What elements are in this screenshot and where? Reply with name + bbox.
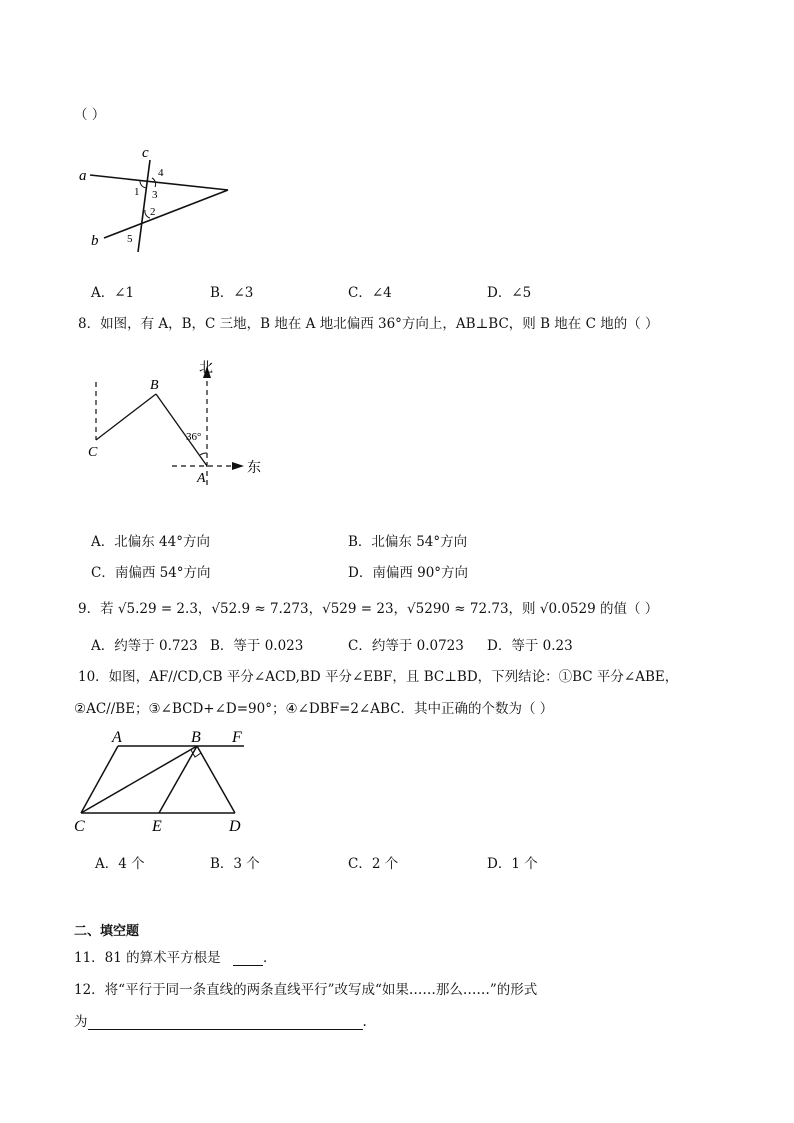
q10-option-b[interactable]: B．3 个: [210, 856, 260, 872]
label-C: C: [88, 445, 98, 460]
q12-suffix: .: [362, 1014, 367, 1030]
label-C: C: [74, 818, 85, 835]
q8-option-d[interactable]: D．南偏西 90°方向: [348, 565, 469, 581]
label-north: 北: [199, 361, 213, 376]
label-B: B: [150, 378, 159, 393]
label-3: 3: [152, 189, 158, 201]
section-title: 二、填空题: [74, 924, 140, 939]
q10-stem-line1: 10．如图，AF//CD,CB 平分∠ACD,BD 平分∠EBF，且 BC⊥BD，下列结论：①BC 平分∠ABE，: [78, 669, 679, 685]
q11-text: 11．81 的算术平方根是: [74, 950, 221, 966]
label-E: E: [152, 818, 162, 835]
q12-line1: 12．将“平行于同一条直线的两条直线平行”改写成“如果……那么……”的形式: [74, 982, 538, 998]
q8-stem: 8．如图，有 A，B，C 三地，B 地在 A 地北偏西 36°方向上，AB⊥BC，则 B 地在 C 地的（ ）: [78, 316, 659, 332]
label-a: a: [79, 168, 87, 184]
label-A: A: [112, 729, 122, 746]
q12-answer-blank[interactable]: [88, 1015, 363, 1030]
q12-prefix: 为: [74, 1014, 88, 1030]
q11: [74, 946, 276, 966]
label-36: 36°: [186, 431, 202, 443]
label-F: F: [232, 729, 242, 746]
label-2: 2: [150, 206, 156, 218]
label-4: 4: [158, 167, 164, 179]
q7-option-c[interactable]: C．∠4: [348, 285, 392, 301]
label-1: 1: [134, 186, 140, 198]
segment-BC: [81, 746, 197, 813]
q12-line2: [74, 1010, 367, 1030]
segment-BE: [159, 746, 197, 813]
q8-option-b[interactable]: B．北偏东 54°方向: [348, 534, 468, 550]
q7-option-b[interactable]: B．∠3: [210, 285, 254, 301]
label-A: A: [197, 471, 206, 486]
label-east: 东: [247, 461, 261, 476]
q10-option-d[interactable]: D．1 个: [487, 856, 538, 872]
label-D: D: [229, 818, 241, 835]
q10-option-c[interactable]: C．2 个: [348, 856, 399, 872]
q11-answer-blank[interactable]: [233, 965, 263, 966]
q7-option-d[interactable]: D．∠5: [487, 285, 532, 301]
q7-answer-bracket: （ ）: [74, 107, 106, 123]
q9-stem: 9．若 √5.29 = 2.3，√52.9 ≈ 7.273，√529 = 23，√5290 ≈ 72.73，则 √0.0529 的值（ ）: [78, 601, 659, 617]
q7-option-a[interactable]: A．∠1: [91, 285, 135, 301]
q9-option-a[interactable]: A．约等于 0.723: [91, 638, 198, 654]
segment-BD: [197, 746, 235, 813]
q8-option-a[interactable]: A．北偏东 44°方向: [91, 534, 210, 550]
q8-option-c[interactable]: C．南偏西 54°方向: [91, 565, 211, 581]
q9-option-b[interactable]: B．等于 0.023: [210, 638, 304, 654]
label-B: B: [191, 729, 201, 746]
q9-option-c[interactable]: C．约等于 0.0723: [348, 638, 464, 654]
label-b: b: [91, 233, 99, 249]
label-5: 5: [127, 233, 133, 245]
q10-stem-line2: ②AC//BE；③∠BCD+∠D=90°；④∠DBF=2∠ABC．其中正确的个数为（ ）: [74, 701, 554, 717]
q9-option-d[interactable]: D．等于 0.23: [487, 638, 573, 654]
q11-period: ．: [262, 950, 277, 966]
label-c: c: [142, 145, 149, 161]
q10-option-a[interactable]: A．4 个: [95, 856, 145, 872]
